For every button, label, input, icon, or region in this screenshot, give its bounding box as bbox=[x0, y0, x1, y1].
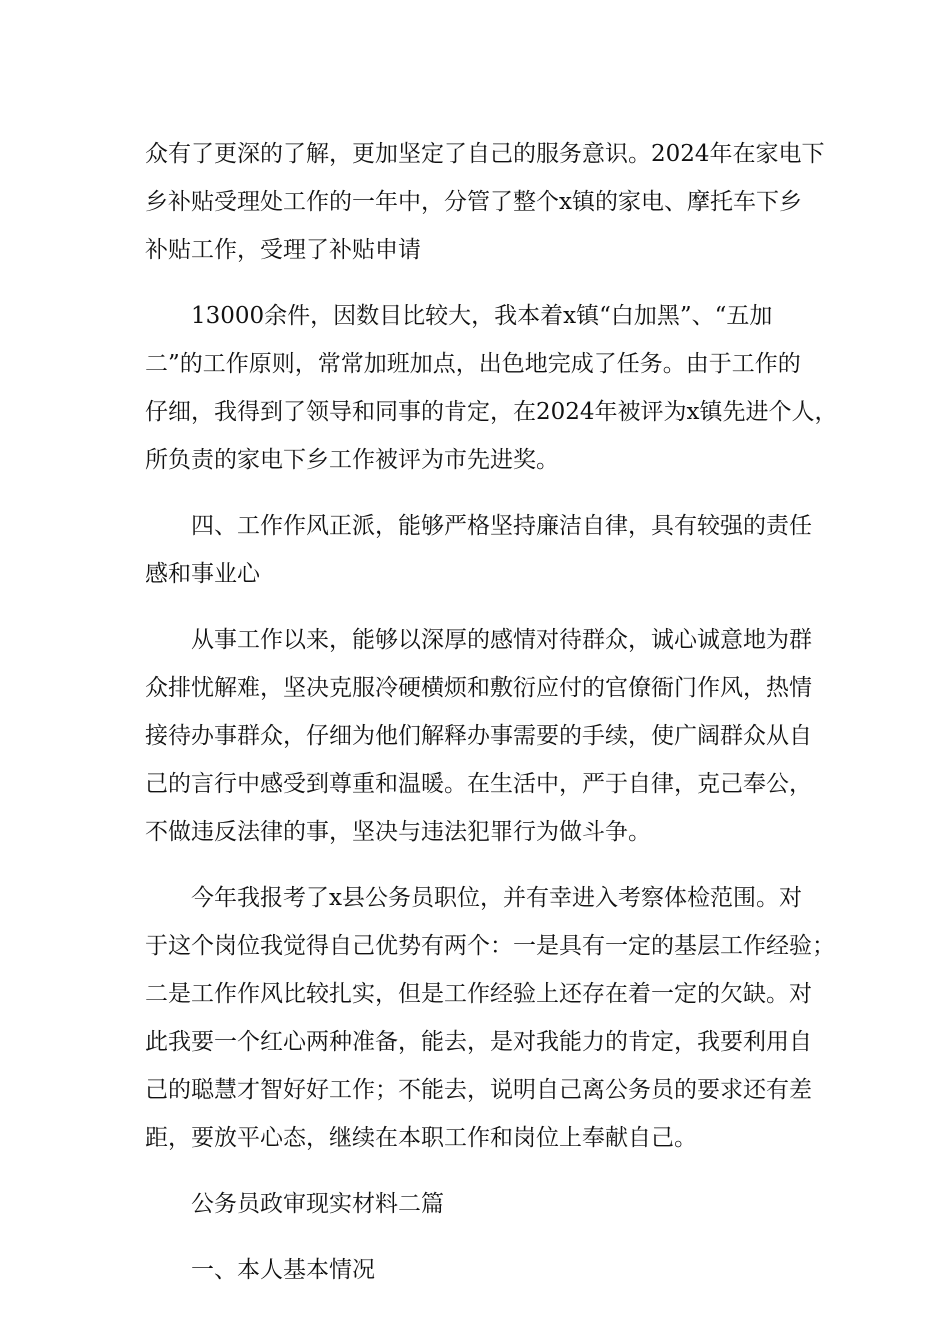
text-line: 二”的工作原则，常常加班加点，出色地完成了任务。由于工作的 bbox=[145, 351, 801, 377]
text-line: 二是工作作风比较扎实，但是工作经验上还存在着一定的欠缺。对 bbox=[145, 981, 812, 1007]
paragraph-subsidy-results bbox=[145, 292, 838, 484]
text-line: 接待办事群众，仔细为他们解释办事需要的手续，使广阔群众从自 bbox=[145, 723, 812, 749]
paragraph-service-work bbox=[145, 130, 825, 274]
text-line: 众排忧解难，坚决克服冷硬横烦和敷衍应付的官僚衙门作风，热情 bbox=[145, 675, 812, 701]
text-line: 所负责的家电下乡工作被评为市先进奖。 bbox=[145, 447, 559, 473]
text-line: 于这个岗位我觉得自己优势有两个：一是具有一定的基层工作经验； bbox=[145, 933, 835, 959]
text-line: 己的言行中感受到尊重和温暖。在生活中，严于自律，克己奉公， bbox=[145, 771, 812, 797]
text-line: 补贴工作，受理了补贴申请 bbox=[145, 237, 421, 263]
section-heading-one: 一、本人基本情况 bbox=[191, 1257, 375, 1283]
text-line: 众有了更深的了解，更加坚定了自己的服务意识。2024年在家电下 bbox=[145, 141, 825, 167]
paragraph-work-style bbox=[145, 616, 815, 856]
text-line: 四、工作作风正派，能够严格坚持廉洁自律，具有较强的责任 bbox=[191, 513, 812, 539]
section-heading-four bbox=[145, 502, 815, 598]
document-body bbox=[145, 130, 838, 1294]
text-line: 此我要一个红心两种准备，能去，是对我能力的肯定，我要利用自 bbox=[145, 1029, 812, 1055]
text-line: 感和事业心 bbox=[145, 561, 260, 587]
document-title-second: 公务员政审现实材料二篇 bbox=[191, 1191, 444, 1217]
text-line: 不做违反法律的事，坚决与违法犯罪行为做斗争。 bbox=[145, 819, 651, 845]
text-line: 距，要放平心态，继续在本职工作和岗位上奉献自己。 bbox=[145, 1125, 697, 1151]
text-line: 13000余件，因数目比较大，我本着x镇“白加黑”、“五加 bbox=[191, 303, 773, 329]
text-line: 乡补贴受理处工作的一年中，分管了整个x镇的家电、摩托车下乡 bbox=[145, 189, 802, 215]
text-line: 己的聪慧才智好好工作；不能去，说明自己离公务员的要求还有差 bbox=[145, 1077, 812, 1103]
text-line: 从事工作以来，能够以深厚的感情对待群众，诚心诚意地为群 bbox=[191, 627, 812, 653]
paragraph-exam-application bbox=[145, 874, 835, 1162]
text-line: 今年我报考了x县公务员职位，并有幸进入考察体检范围。对 bbox=[191, 885, 802, 911]
text-line: 仔细，我得到了领导和同事的肯定，在2024年被评为x镇先进个人， bbox=[145, 399, 838, 425]
